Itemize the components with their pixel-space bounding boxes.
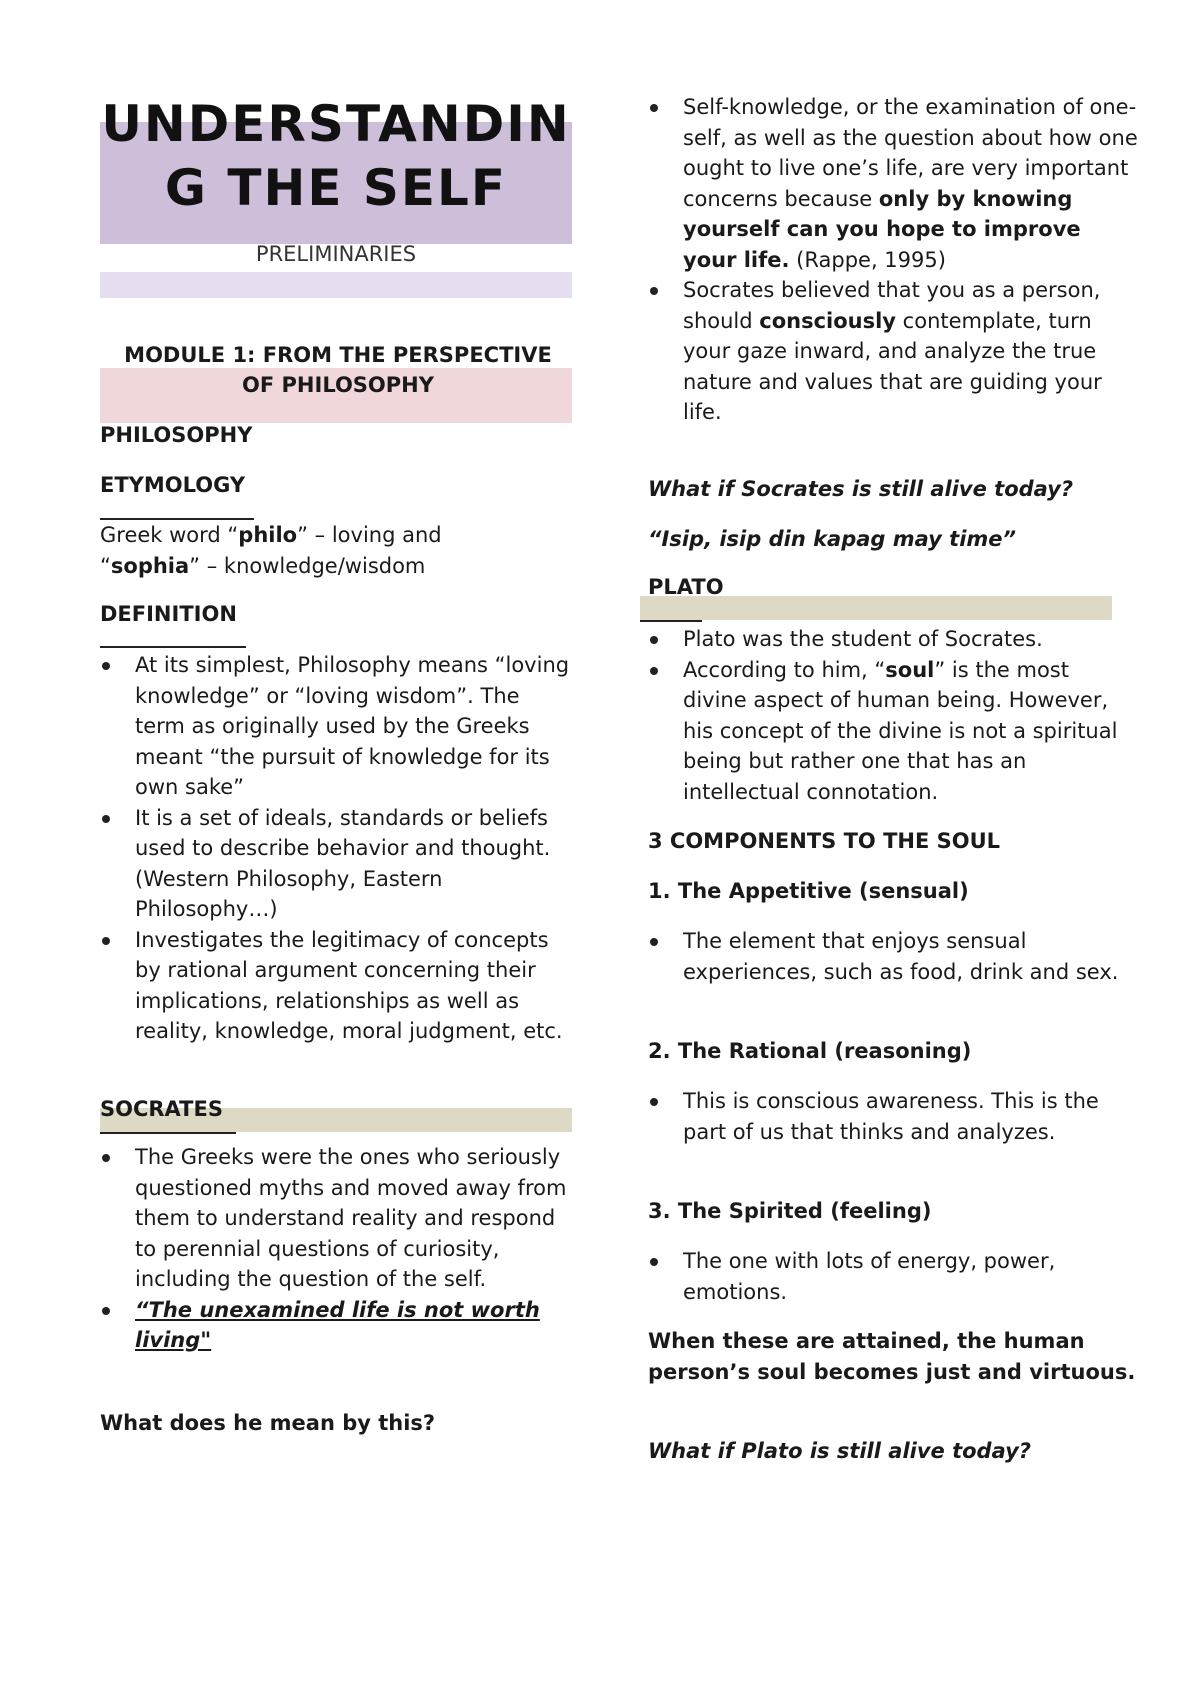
socrates-cont-list [648, 92, 1138, 428]
module-title-line-1: MODULE 1: FROM THE PERSPECTIVE [124, 343, 552, 367]
etymology-text-4: ” – knowledge/wisdom [189, 553, 426, 578]
etymology-heading: ETYMOLOGY [100, 473, 246, 497]
rational-list [648, 1086, 1138, 1147]
rational-heading: 2. The Rational (reasoning) [648, 1039, 972, 1063]
plato-item-2-text-1: According to him, “ [683, 657, 886, 682]
plato-heading: PLATO [648, 575, 724, 599]
attained-text: When these are attained, the human person’s soul becomes just and virtuous. [648, 1329, 1136, 1384]
etymology-text-2: ” – loving and [297, 523, 442, 547]
plato-underline [640, 620, 702, 622]
etymology-text-1: Greek word “ [100, 523, 239, 547]
self-knowledge-item [648, 92, 1138, 275]
page-title-line-1: UNDERSTANDIN [101, 95, 571, 153]
plato-item-1: Plato was the student of Socrates. [648, 624, 1138, 655]
socrates-quote: “The unexamined life is not worth living" [135, 1297, 540, 1352]
spirited-heading: 3. The Spirited (feeling) [648, 1199, 932, 1223]
module-title [100, 340, 576, 400]
subtitle-band [100, 272, 572, 298]
module-title-line-2: OF PHILOSOPHY [242, 373, 434, 397]
appetitive-heading: 1. The Appetitive (sensual) [648, 879, 969, 903]
rational-item: This is conscious awareness. This is the part of us that thinks and analyzes. [648, 1086, 1138, 1147]
definition-item-1: At its simplest, Philosophy means “loving knowledge” or “loving wisdom”. The term as originally used by the Greeks meant “the pursuit of knowledge for its own sake” [100, 650, 576, 803]
title-block [100, 92, 572, 266]
spirited-item: The one with lots of energy, power, emotions. [648, 1246, 1138, 1307]
what-does-he-mean: What does he mean by this? [100, 1411, 436, 1435]
appetitive-item: The element that enjoys sensual experiences, such as food, drink and sex. [648, 926, 1138, 987]
subtitle: PRELIMINARIES [255, 242, 417, 266]
self-knowledge-text-2: (Rappe, 1995) [789, 247, 946, 272]
plato-soul: soul [885, 657, 935, 682]
socrates-believed-item [648, 275, 1138, 428]
socrates-list [100, 1142, 576, 1356]
what-if-socrates: What if Socrates is still alive today? [648, 477, 1074, 501]
philosophy-heading: PHILOSOPHY [100, 423, 253, 447]
plato-item-2 [648, 655, 1138, 808]
isip-quote: “Isip, isip din kapag may time” [648, 527, 1017, 551]
appetitive-list [648, 926, 1138, 987]
definition-heading: DEFINITION [100, 602, 237, 626]
components-heading: 3 COMPONENTS TO THE SOUL [648, 829, 1001, 853]
plato-item-2-text-2: ” is the most divine aspect of human being. However, his concept of the divine is not a spiritual being but rather one that has an intellectual connotation. [683, 657, 1118, 804]
page-title-line-2: G THE SELF [164, 159, 508, 217]
etymology-sophia: sophia [110, 553, 190, 578]
socrates-believed-bold: consciously [759, 308, 896, 333]
socrates-believed-text-1: Socrates believed that you as a person, should [683, 278, 1101, 333]
etymology-text-3: “ [100, 553, 111, 578]
definition-underline [100, 646, 246, 648]
socrates-item-quote [100, 1295, 576, 1356]
definition-item-3: Investigates the legitimacy of concepts by rational argument concerning their implications, relationships as well as reality, knowledge, moral judgment, etc. [100, 925, 576, 1047]
self-knowledge-text-1: Self-knowledge, or the examination of one-self, as well as the question about how one ought to live one’s life, are very important concerns because [683, 95, 1138, 211]
what-if-plato: What if Plato is still alive today? [648, 1439, 1031, 1463]
socrates-believed-text-2: contemplate, turn your gaze inward, and analyze the true nature and values that are guiding your life. [683, 308, 1102, 424]
page-title [100, 92, 572, 220]
socrates-item-1: The Greeks were the ones who seriously questioned myths and moved away from them to understand reality and respond to perennial questions of curiosity, including the question of the self. [100, 1142, 576, 1295]
definition-item-2: It is a set of ideals, standards or beliefs used to describe behavior and thought. (Western Philosophy, Eastern Philosophy…) [100, 803, 576, 925]
definition-list [100, 650, 576, 1047]
socrates-underline [100, 1132, 236, 1134]
self-knowledge-bold: only by knowing yourself can you hope to improve your life. [683, 186, 1081, 272]
etymology-philo: philo [238, 523, 298, 547]
spirited-list [648, 1246, 1138, 1307]
socrates-heading: SOCRATES [100, 1097, 223, 1121]
plato-list [648, 624, 1138, 807]
etymology-text [100, 520, 572, 581]
